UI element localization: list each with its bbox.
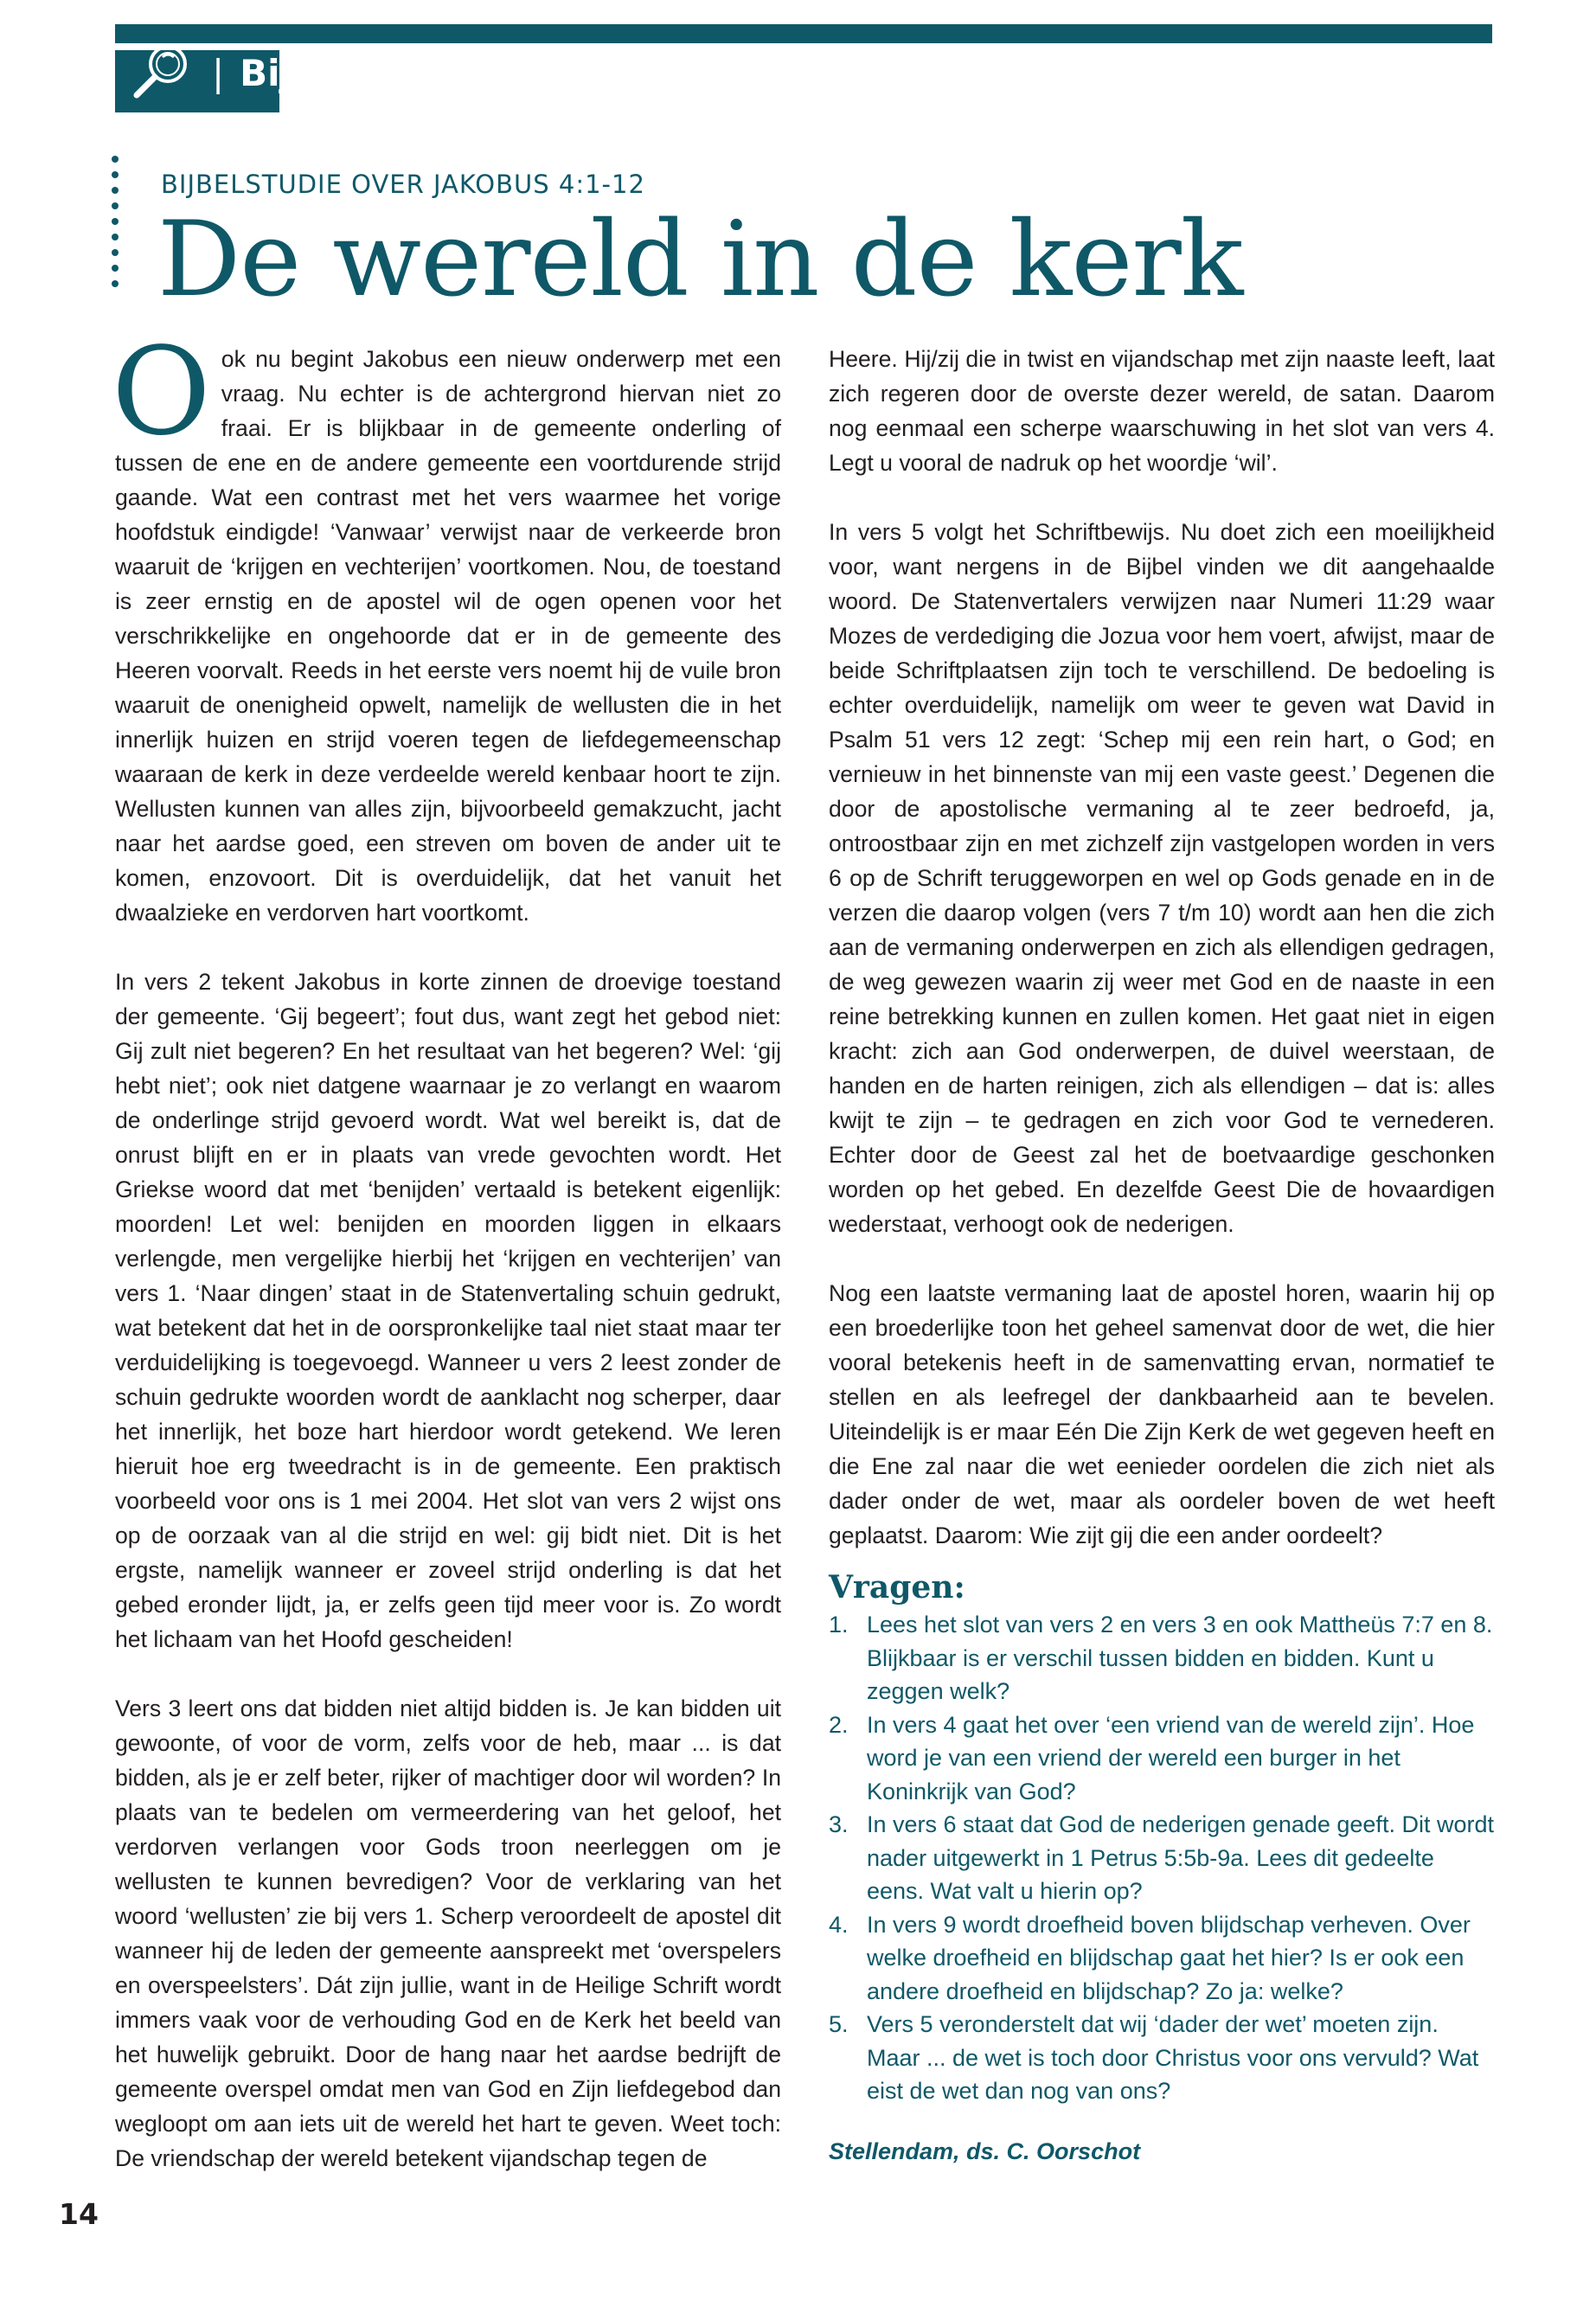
- question-text: In vers 4 gaat het over ‘een vriend van de wereld zijn’. Hoe word je van een vriend der wereld een burger in het Koninkrijk van God?: [867, 1711, 1475, 1804]
- section-header: [212, 43, 484, 104]
- questions-title: Vragen:: [829, 1569, 965, 1606]
- article-title: De wereld in de kerk: [157, 200, 1243, 320]
- header-separator: |: [212, 52, 225, 94]
- article-column-left: [112, 322, 781, 2210]
- question-number: 1.: [829, 1612, 849, 1638]
- question-item: [829, 1808, 1495, 1908]
- question-text: In vers 6 staat dat God de nederigen genade geeft. Dit wordt nader uitgewerkt in 1 Petrus 5:5b-9a. Lees dit gedeelte eens. Wat valt u hierin op?: [867, 1811, 1494, 1904]
- paragraph: Nog een laatste vermaning laat de apostel horen, waarin hij op een broederlijke toon het geheel samenvat door de wet, die hier vooral betekenis heeft in de samenvatting ervan, normatief te stellen en als leefregel der dankbaarheid aan te bevelen. Uiteindelijk is er maar Eén Die Zijn Kerk de wet gegeven heeft en die Ene zal naar die wet eenieder oordelen die zich niet als dader onder de wet, maar als oordeler boven de wet heeft geplaatst. Daarom: Wie zijt gij die een ander oordeelt?: [829, 1280, 1495, 1548]
- question-number: 5.: [829, 2011, 849, 2037]
- article-kicker: BIJBELSTUDIE OVER JAKOBUS 4:1-12: [161, 170, 645, 199]
- question-text: In vers 9 wordt droefheid boven blijdschap verheven. Over welke droefheid en blijdschap gaat het hier? Is er ook een andere droefheid en blijdschap? Zo ja: welke?: [867, 1911, 1471, 2004]
- questions-list: [829, 1608, 1495, 2108]
- header-bar: [115, 24, 1492, 43]
- paragraph: [112, 322, 781, 930]
- article-column-right: [829, 342, 1495, 2169]
- question-number: 4.: [829, 1911, 849, 1938]
- question-item: [829, 1708, 1495, 1809]
- question-item: [829, 1608, 1495, 1708]
- paragraph: In vers 2 tekent Jakobus in korte zinnen de droevige toestand der gemeente. ‘Gij begeert’; fout dus, want zegt het gebod niet: Gij zult niet begeren? En het resultaat van het begeren? Wel: ‘gij hebt niet’; ook niet datgene waarnaar je zo verlangt en waarom de onderlinge strijd gevoerd wordt. Wat wel bereikt is, dat de onrust blijft en er in plaats van vrede gevochten wordt. Het Griekse woord dat met ‘benijden’ vertaald is betekent eigenlijk: moorden! Let wel: benijden en moorden liggen in elkaars verlengde, men vergelijke hierbij het ‘krijgen en vechterijen’ van vers 1. ‘Naar dingen’ staat in de Statenvertaling schuin gedrukt, wat betekent dat het in de oorspronkelijke taal niet staat maar ter verduidelijking is toegevoegd. Wanneer u vers 2 leest zonder de schuin gedrukte woorden wordt de aanklacht nog scherper, daar het innerlijk, het boze hart hierdoor wordt getekend. We leren hieruit hoe erg tweedracht is in de gemeente. Een praktisch voorbeeld voor ons is 1 mei 2004. Het slot van vers 2 wijst ons op de oorzaak van al die strijd en wel: gij bidt niet. Dit is het ergste, namelijk wanneer er zoveel strijd onderling is dat het gebed eronder lijdt, ja, er zelfs geen tijd meer voor is. Zo wordt het lichaam van het Hoofd gescheiden!: [115, 969, 781, 1652]
- decorative-dots: [110, 156, 122, 303]
- section-title: Bijbelstudie: [240, 52, 484, 94]
- dropcap: O: [112, 322, 211, 463]
- paragraph-text: ok nu begint Jakobus een nieuw onderwerp met een vraag. Nu echter is de achtergrond hiervan niet zo fraai. Er is blijkbaar in de gemeente onderling of tussen de ene en de andere gemeente een voortdurende strijd gaande. Wat een contrast met het vers waarmee het vorige hoofdstuk eindigde! ‘Vanwaar’ verwijst naar de verkeerde bron waaruit de ‘krijgen en vechterijen’ voortkomen. Nou, de toestand is zeer ernstig en de apostel wil de ogen openen voor het verschrikkelijke en ongehoorde dat er in de gemeente des Heeren voorvalt. Reeds in het eerste vers noemt hij de vuile bron waaruit de onenigheid opwelt, namelijk de wellusten die in het innerlijk huizen en strijd voeren tegen de liefdegemeenschap waaraan de kerk in deze verdeelde wereld kenbaar hoort te zijn. Wellusten kunnen van alles zijn, bijvoorbeeld gemakzucht, jacht naar het aardse goed, een streven om boven de ander uit te komen, enzovoort. Dit is overduidelijk, dat het vanuit het dwaalzieke en verdorven hart voortkomt.: [115, 346, 781, 926]
- magnifier-icon: [128, 38, 195, 106]
- question-item: [829, 1908, 1495, 2009]
- paragraph: In vers 5 volgt het Schriftbewijs. Nu doet zich een moeilijkheid voor, want nergens in de Bijbel vinden we dit aangehaalde woord. De Statenvertalers verwijzen naar Numeri 11:29 waar Mozes de verdediging die Jozua voor hem voert, afwijst, maar de beide Schriftplaatsen zijn toch te verschillend. De bedoeling is echter overduidelijk, namelijk om weer te geven wat David in Psalm 51 vers 12 zegt: ‘Schep mij een rein hart, o God; en vernieuw in het binnenste van mij een vaste geest.’ Degenen die door de apostolische vermaning al te zeer bedroefd, ja, ontroostbaar zijn en met zichzelf zijn vastgelopen worden in vers 6 op de Schrift teruggeworpen en wel op Gods genade en in de verzen die daarop volgen (vers 7 t/m 10) wordt aan hen die zich aan de vermaning onderwerpen en zich als ellendigen gedragen, de weg gewezen waarin zij weer met God en de naaste in een reine betrekking kunnen en zullen komen. Het gaat niet in eigen kracht: zich aan God onderwerpen, de duivel weerstaan, de handen en de harten reinigen, zich als ellendigen – dat is: alles kwijt te zijn – te gedragen en zich voor God te vernederen. Echter door de Geest zal het de boetvaardige geschonken worden op het gebed. En dezelfde Geest Die de hovaardigen wederstaat, verhoogt ook de nederigen.: [829, 519, 1495, 1237]
- question-text: Lees het slot van vers 2 en vers 3 en ook Mattheüs 7:7 en 8. Blijkbaar is er verschil tussen bidden en bidden. Kunt u zeggen welk?: [867, 1612, 1493, 1704]
- author-signature: Stellendam, ds. C. Oorschot: [829, 2138, 1141, 2164]
- question-number: 2.: [829, 1711, 849, 1738]
- paragraph: Heere. Hij/zij die in twist en vijandschap met zijn naaste leeft, laat zich regeren door de overste dezer wereld, de satan. Daarom nog eenmaal een scherpe waarschuwing in het slot van vers 4. Legt u vooral de nadruk op het woordje ‘wil’.: [829, 346, 1495, 476]
- paragraph: Vers 3 leert ons dat bidden niet altijd bidden is. Je kan bidden uit gewoonte, of voor de vorm, zelfs voor de heb, maar ... is dat bidden, als je er zelf beter, rijker of machtiger door wil worden? In plaats van te bedelen om vermeerdering van het geloof, het verdorven verlangen voor Gods troon neerleggen om je wellusten te kunnen bevredigen? Voor de verklaring van het woord ‘wellusten’ zie bij vers 1. Scherp veroordeelt de apostel dit wanneer hij de leden der gemeente aanspreekt met ‘overspelers en overspeelsters’. Dát zijn jullie, want in de Heilige Schrift wordt immers vaak voor de verhouding God en de Kerk het beeld van het huwelijk gebruikt. Door de hang naar het aardse bedrijft de gemeente overspel omdat men van God en Zijn liefdegebod dan wegloopt om aan iets uit de wereld het hart te geven. Weet toch: De vriendschap der wereld betekent vijandschap tegen de: [115, 1695, 781, 2171]
- question-text: Vers 5 veronderstelt dat wij ‘dader der wet’ moeten zijn. Maar ... de wet is toch door Christus voor ons vervuld? Wat eist de wet dan nog van ons?: [867, 2011, 1479, 2104]
- question-item: [829, 2008, 1495, 2108]
- question-number: 3.: [829, 1811, 849, 1837]
- page-number: 14: [59, 2197, 99, 2231]
